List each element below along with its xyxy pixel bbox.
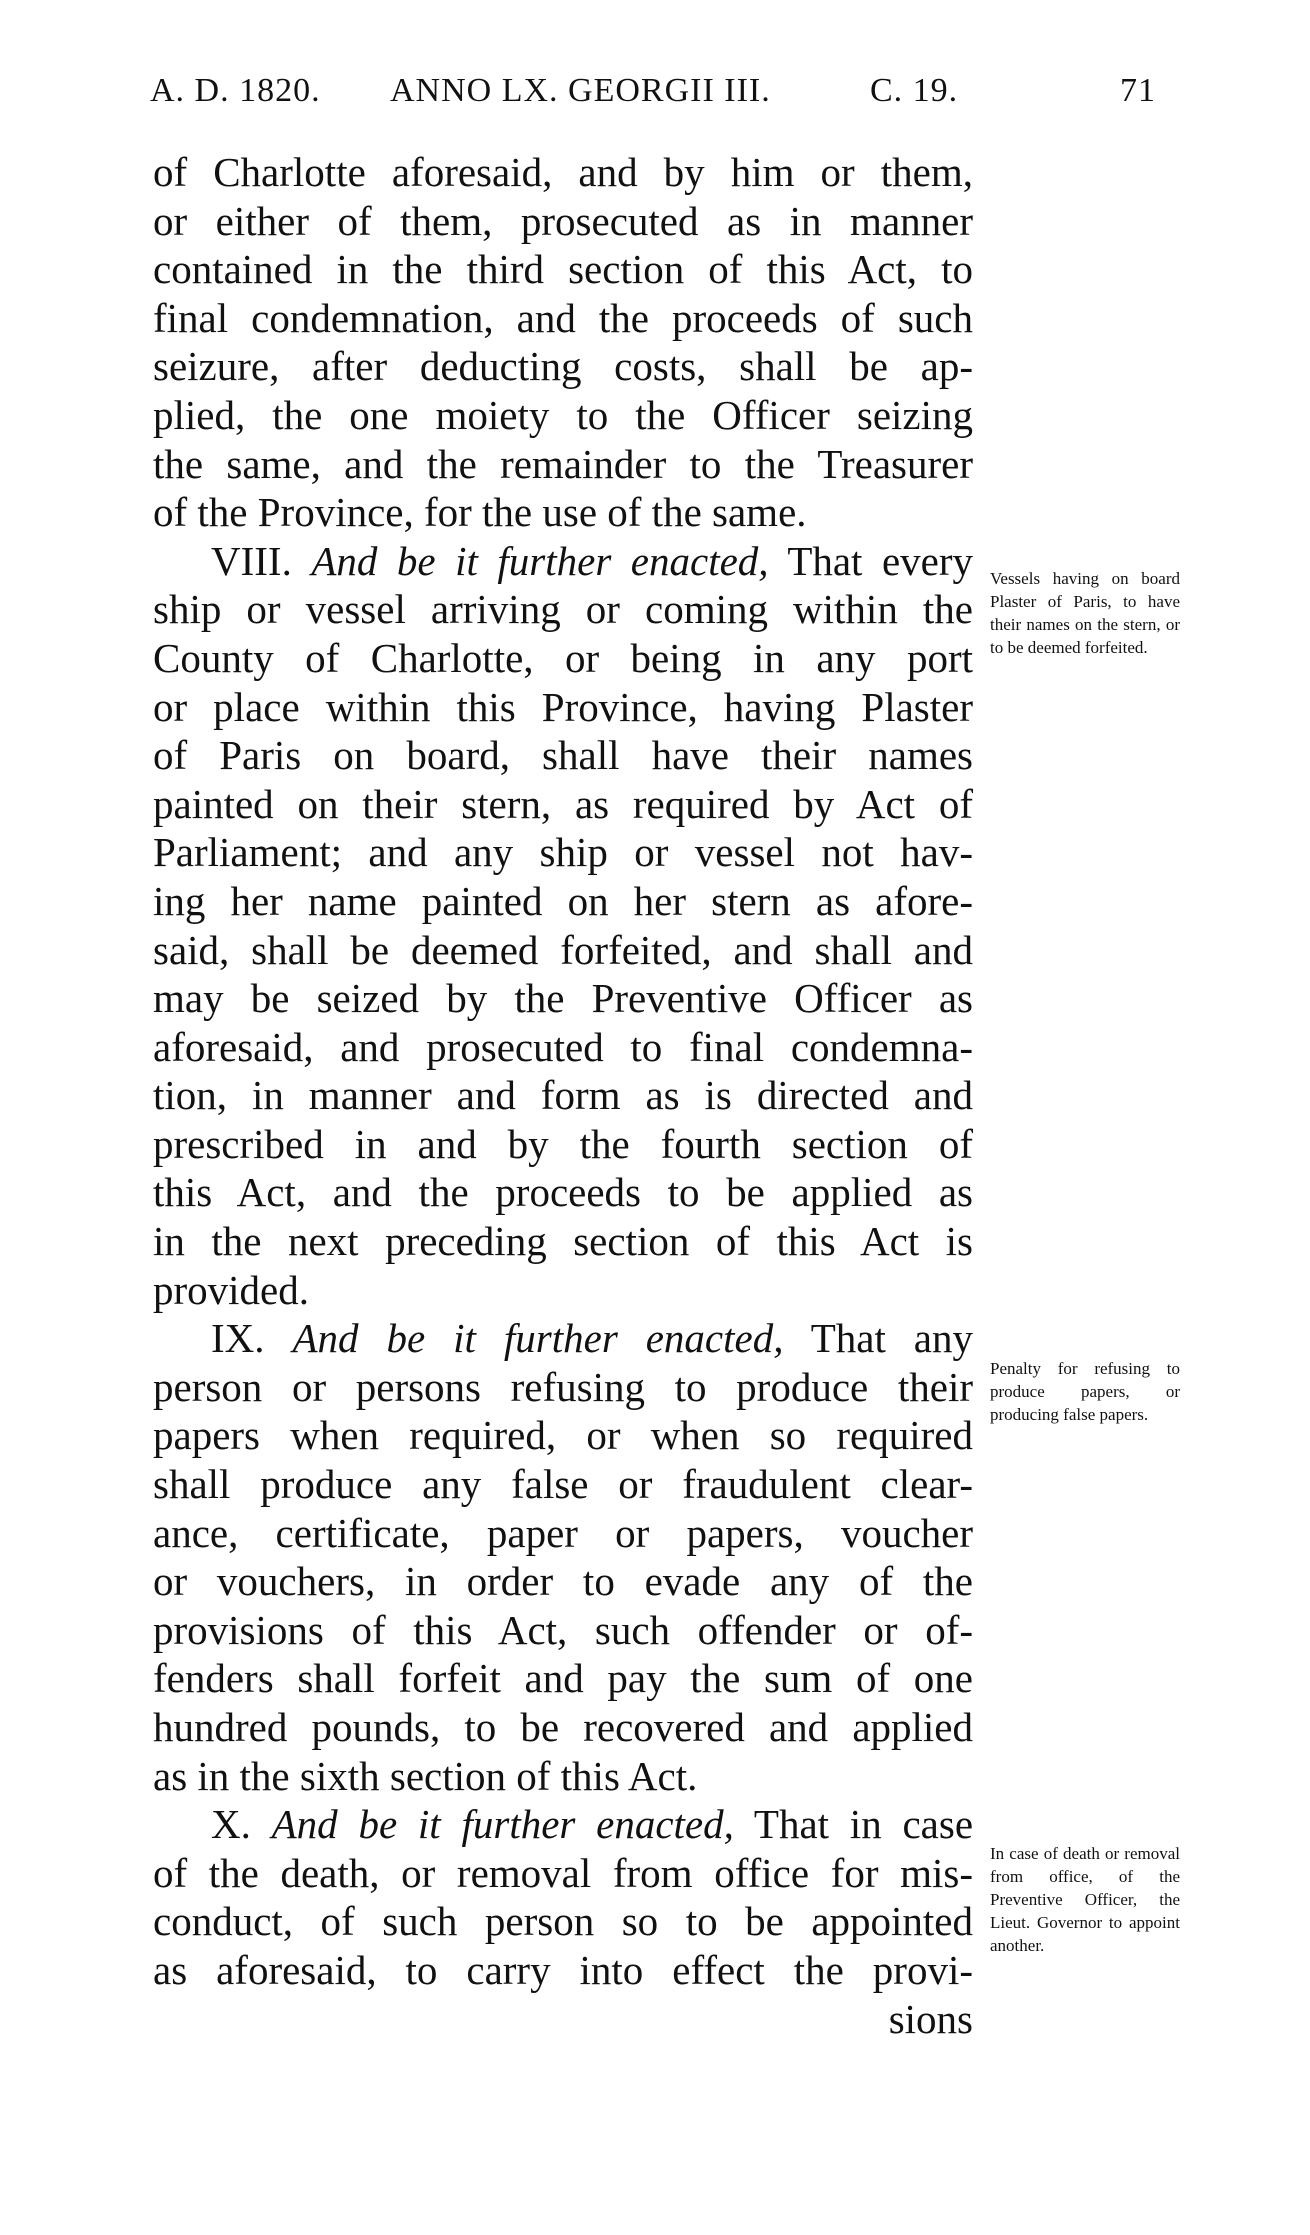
text-line: aforesaid, and prosecuted to final condemna- bbox=[153, 1023, 973, 1070]
text-line: person or persons refusing to produce their bbox=[153, 1363, 973, 1410]
text-line: said, shall be deemed forfeited, and shall and bbox=[153, 926, 973, 973]
text-line: provided. bbox=[153, 1266, 309, 1313]
section-9-first-line bbox=[153, 1314, 973, 1363]
text-line: or vouchers, in order to evade any of the bbox=[153, 1558, 973, 1605]
section-number: VIII. bbox=[211, 537, 292, 584]
side-note-section-9: Penalty for refusing to produce papers, or producing false papers. bbox=[990, 1359, 1180, 1424]
section-number: IX. bbox=[211, 1315, 265, 1362]
text-line: ing her name painted on her stern as afore- bbox=[153, 877, 973, 924]
text-line: in the next preceding section of this Act is bbox=[153, 1218, 973, 1265]
text-line: ship or vessel arriving or coming within the bbox=[153, 586, 973, 633]
text-line: conduct, of such person so to be appointed bbox=[153, 1898, 973, 1945]
text-line: as in the sixth section of this Act. bbox=[153, 1752, 698, 1799]
body-text bbox=[153, 148, 973, 2043]
running-head-year: A. D. 1820. bbox=[150, 72, 321, 109]
text-fragment: That in case bbox=[753, 1801, 974, 1848]
text-line: tion, in manner and form as is directed and bbox=[153, 1072, 973, 1119]
text-line: as aforesaid, to carry into effect the provi- bbox=[153, 1946, 973, 1993]
text-line: provisions of this Act, such offender or of- bbox=[153, 1606, 973, 1653]
text-line: hundred pounds, to be recovered and applied bbox=[153, 1704, 973, 1750]
text-line: the same, and the remainder to the Treasurer bbox=[153, 440, 973, 487]
enacting-clause: And be it further enacted, bbox=[271, 1801, 734, 1848]
side-note-section-10: In case of death or removal from office, of the Preventive Officer, the Lieut. Governor to appoint another. bbox=[990, 1844, 1180, 1955]
text-line: prescribed in and by the fourth section of bbox=[153, 1120, 973, 1167]
text-line: shall produce any false or fraudulent clear- bbox=[153, 1461, 973, 1508]
text-line: fenders shall forfeit and pay the sum of one bbox=[153, 1655, 973, 1702]
text-line: of the Province, for the use of the same. bbox=[153, 489, 807, 536]
text-line: of Paris on board, shall have their names bbox=[153, 732, 973, 779]
enacting-clause: And be it further enacted, bbox=[311, 537, 769, 584]
text-fragment: That every bbox=[787, 537, 974, 584]
text-line: County of Charlotte, or being in any port bbox=[153, 634, 973, 681]
text-line: of Charlotte aforesaid, and by him or them, bbox=[153, 149, 973, 195]
page-number: 71 bbox=[1120, 72, 1156, 109]
catchword: sions bbox=[888, 1995, 973, 2042]
section-number: X. bbox=[211, 1801, 251, 1848]
text-line: of the death, or removal from office for mis- bbox=[153, 1849, 973, 1896]
text-line: papers when required, or when so required bbox=[153, 1412, 973, 1459]
text-line: Parliament; and any ship or vessel not hav- bbox=[153, 829, 973, 876]
side-note-section-8: Vessels having on board Plaster of Paris, to have their names on the stern, or to be deemed forfeited. bbox=[990, 569, 1180, 657]
section-8-first-line bbox=[153, 537, 973, 586]
running-head-chapter: C. 19. bbox=[870, 72, 959, 109]
text-line: may be seized by the Preventive Officer as bbox=[153, 975, 973, 1022]
text-line: ance, certificate, paper or papers, voucher bbox=[153, 1509, 973, 1556]
running-head-reign: ANNO LX. GEORGII III. bbox=[390, 72, 771, 109]
text-fragment: That any bbox=[810, 1315, 974, 1362]
enacting-clause: And be it further enacted, bbox=[292, 1315, 784, 1362]
text-line: or either of them, prosecuted as in manner bbox=[153, 197, 973, 244]
text-line: or place within this Province, having Plaster bbox=[153, 683, 973, 730]
text-line: painted on their stern, as required by Act of bbox=[153, 780, 973, 827]
section-10-first-line bbox=[153, 1800, 973, 1849]
text-line: seizure, after deducting costs, shall be ap- bbox=[153, 343, 973, 390]
text-line: plied, the one moiety to the Officer seizing bbox=[153, 391, 973, 438]
text-line: this Act, and the proceeds to be applied as bbox=[153, 1169, 973, 1216]
running-head bbox=[150, 72, 1180, 122]
text-line: contained in the third section of this Act, to bbox=[153, 246, 973, 293]
text-line: final condemnation, and the proceeds of such bbox=[153, 294, 973, 341]
